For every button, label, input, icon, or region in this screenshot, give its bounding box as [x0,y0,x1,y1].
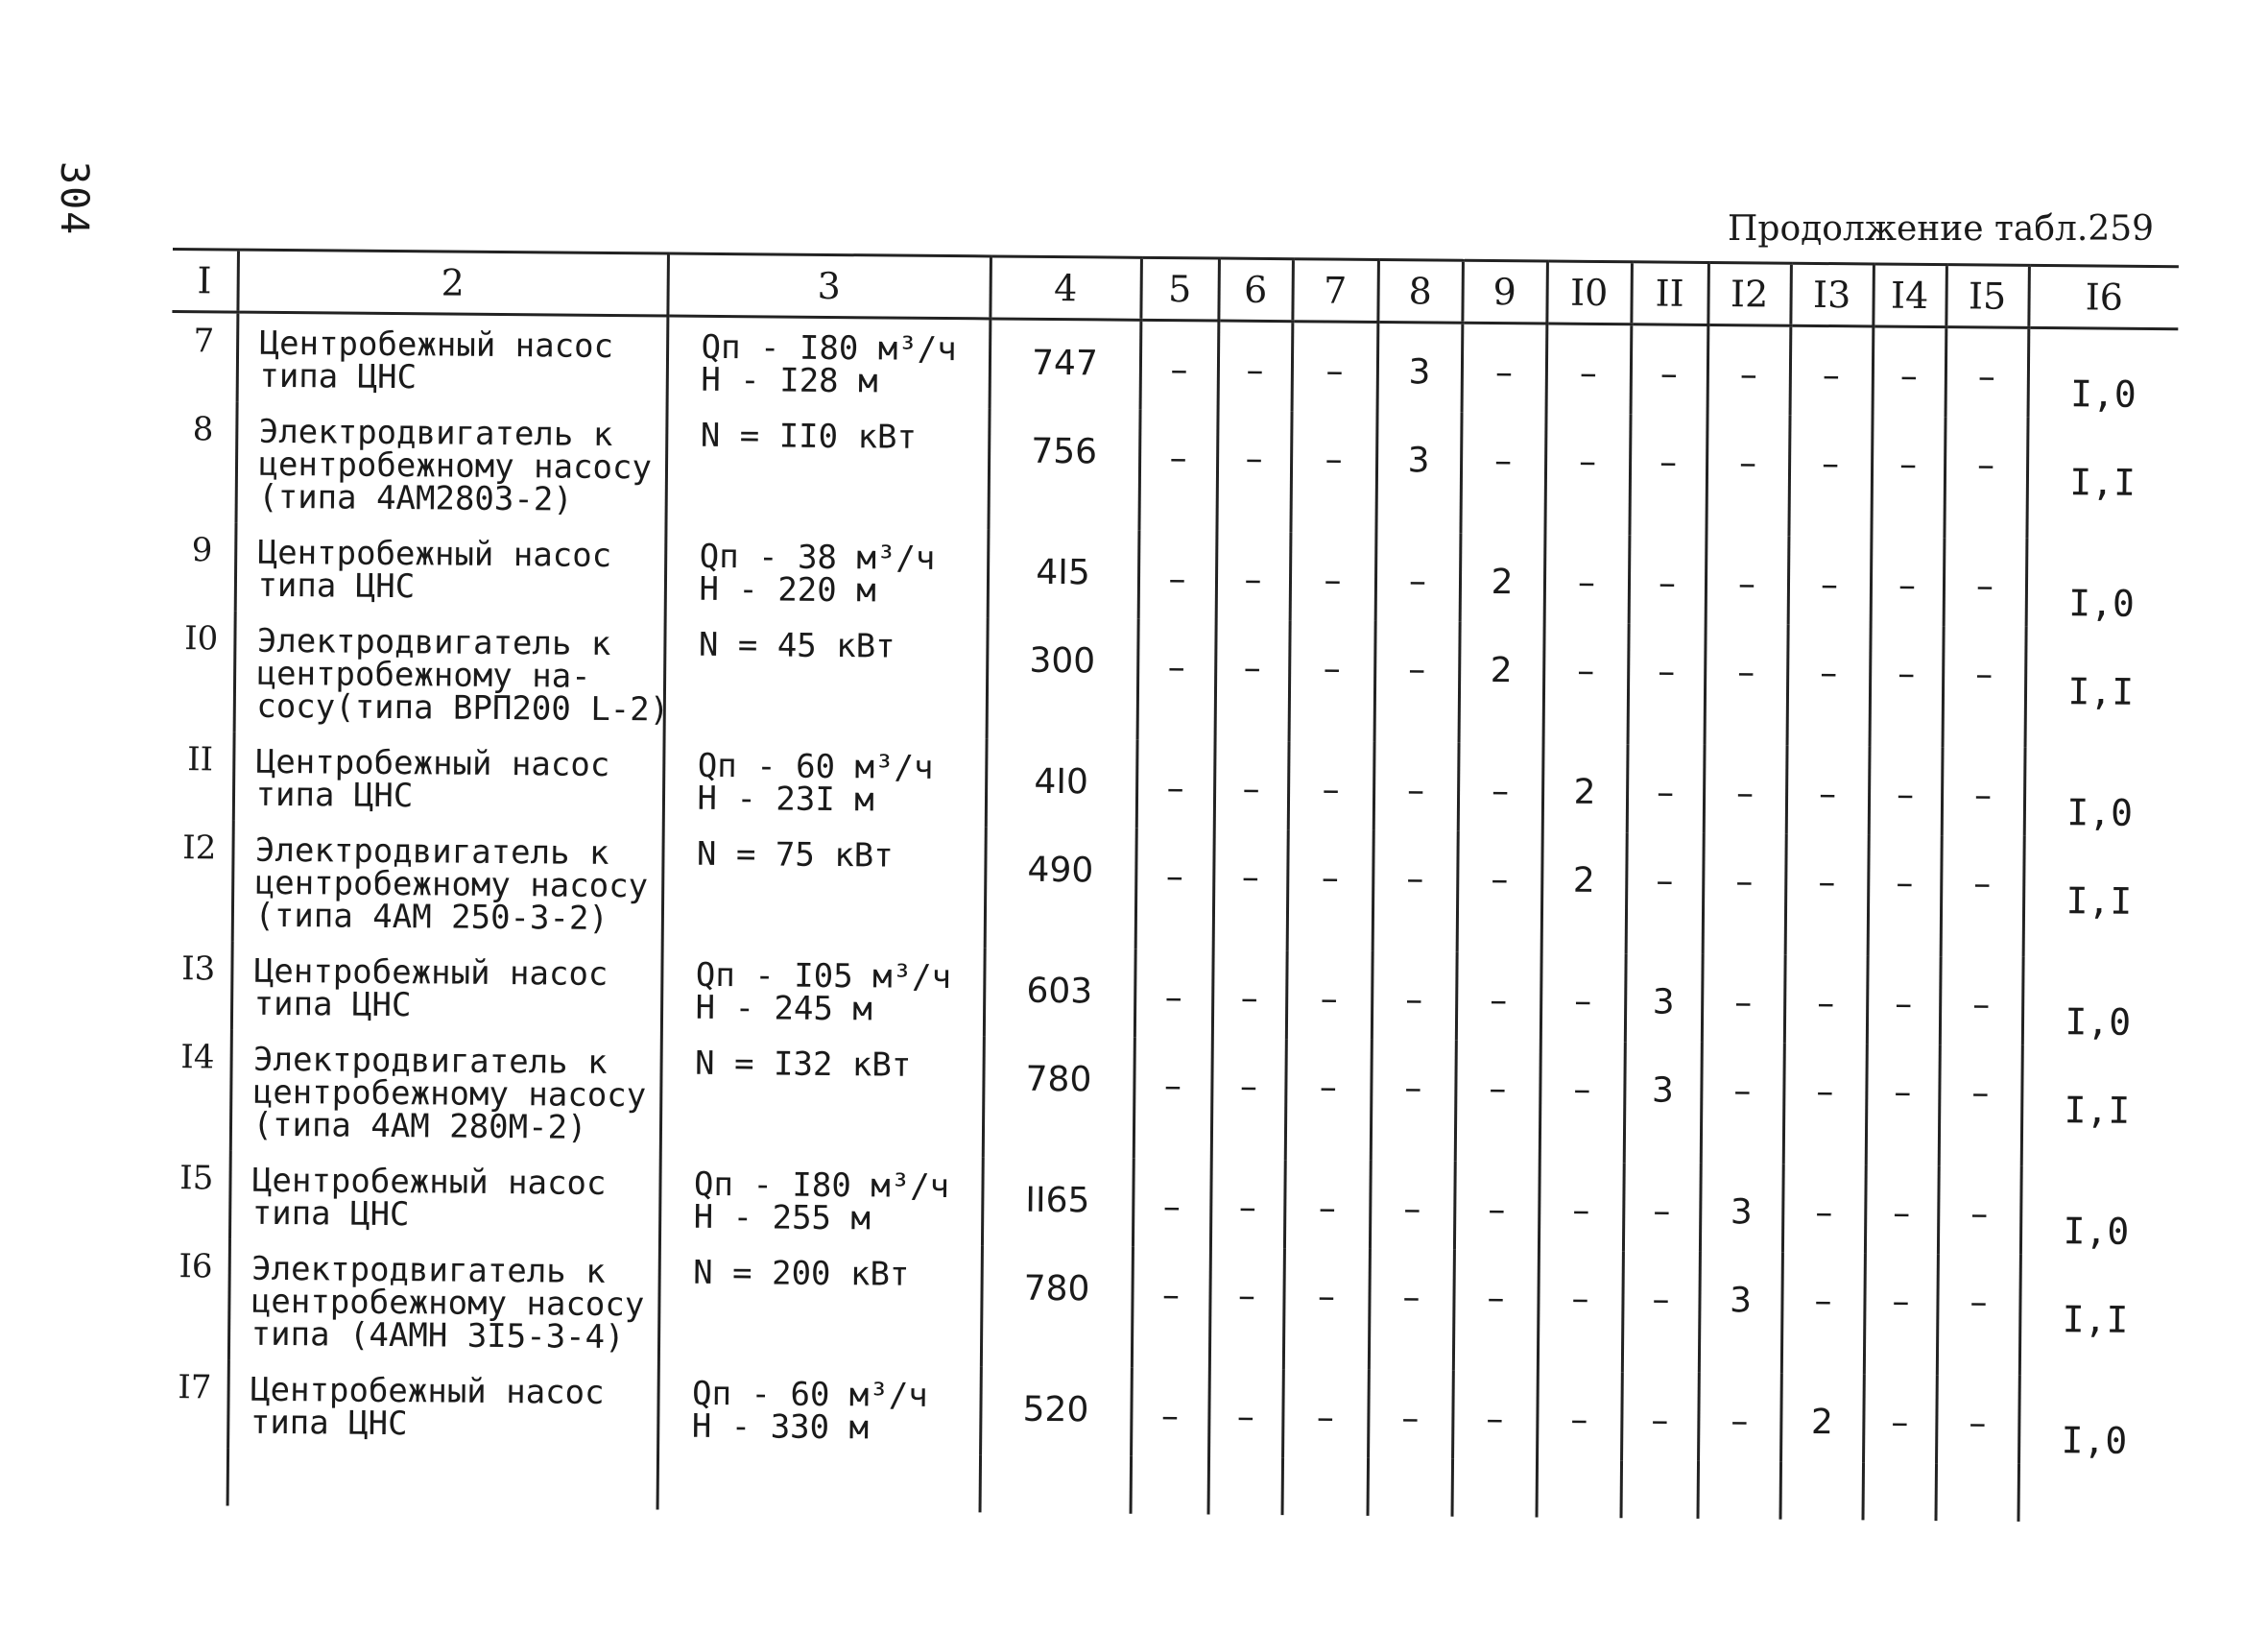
quantity-cell: – [1698,1373,1781,1462]
quantity-cell: – [1936,1375,2019,1464]
equipment-name-line: типа ЦНС [255,775,414,816]
quantity-cell: – [1867,955,1941,1045]
quantity-cell: – [1940,956,2023,1045]
quantity-cell: – [1452,1371,1538,1460]
quantity-cell: 3 [1700,1164,1783,1253]
quantity-cell: – [1460,413,1545,535]
equipment-name-line: Центробежный насос [259,324,614,367]
empty-cell [162,1448,228,1506]
table-row [165,1029,2172,1167]
equipment-name [233,732,664,825]
equipment-name [236,402,667,527]
empty-cell [1935,1463,2018,1522]
table-row [171,401,2178,540]
equipment-param-line: H - 220 м [699,569,876,611]
equipment-params [658,1242,982,1366]
quantity-cell: – [1938,1165,2021,1255]
column-header: 7 [1292,259,1378,323]
quantity-cell: – [1138,410,1217,532]
empty-cell [2017,1464,2168,1523]
quantity-cell: – [1941,835,2024,957]
quantity-cell: – [1453,1250,1539,1372]
quantity-cell: – [1784,955,1868,1045]
quantity-cell: – [1626,832,1704,954]
quantity-cell: – [1283,1248,1370,1370]
column-header: 4 [990,256,1141,320]
equipment-params [665,405,989,529]
equipment-name [228,1239,659,1364]
quantity-cell: – [1290,532,1376,621]
table-row [166,941,2173,1046]
equipment-param-line: Qп - I80 м³/ч [693,1165,950,1207]
equipment-params [662,824,986,948]
quantity-cell: – [1871,416,1945,538]
column-header: I2 [1707,262,1791,325]
empty-cell [1621,1460,1699,1519]
equipment-name-line: Центробежный насос [253,951,609,994]
empty-cell [1698,1461,1781,1520]
coefficient-cell: I,I [2019,1255,2170,1377]
quantity-cell: – [1544,534,1630,623]
quantity-cell: – [1946,327,2029,418]
quantity-cell: – [1209,1247,1284,1369]
quantity-cell: 2 [1542,743,1628,832]
quantity-cell: – [1943,626,2026,748]
row-number: I2 [182,829,217,868]
table-row [167,820,2174,958]
price-cell: 520 [980,1366,1132,1455]
quantity-cell: – [1132,1247,1210,1369]
quantity-cell: 2 [1541,831,1627,953]
quantity-cell: – [1134,949,1213,1039]
coefficient-cell: I,I [2026,418,2177,540]
equipment-params [660,1033,984,1157]
quantity-cell: – [1214,740,1289,829]
quantity-cell: – [1372,951,1457,1041]
equipment-name-line: центробежному насосу [258,444,653,488]
price-cell: 780 [983,1036,1134,1158]
equipment-param-line: Qп - I05 м³/ч [695,955,952,997]
equipment-name [234,612,670,736]
quantity-cell: – [1375,533,1461,622]
equipment-name-line: Электродвигатель к [254,830,609,873]
equipment-name-line: типа ЦНС [259,356,418,397]
quantity-cell: – [1937,1254,2020,1376]
quantity-cell: – [1785,834,1869,956]
equipment-params [661,945,985,1036]
equipment-param-line: Qп - 60 м³/ч [691,1374,928,1415]
column-header: 6 [1218,258,1293,322]
equipment-param-line: H - 255 м [693,1197,871,1238]
quantity-cell: – [1140,320,1219,410]
empty-cell [980,1454,1132,1513]
quantity-cell: – [1208,1368,1283,1457]
row-number: 7 [193,322,215,361]
equipment-param-line: N = I32 кВт [694,1044,912,1085]
quantity-cell: – [1371,1040,1456,1162]
equipment-name-line: сосу(типа ВРП200 L-2) [256,686,670,730]
quantity-cell: – [1864,1253,1938,1375]
table-row [168,732,2175,837]
equipment-param-line: Qп - 38 м³/ч [699,537,936,578]
quantity-cell: – [1216,411,1291,533]
equipment-param-line: N = II0 кВт [700,416,918,457]
column-header: 2 [237,250,668,316]
equipment-name-line: Электродвигатель к [251,1249,606,1291]
quantity-cell: – [1622,1251,1700,1373]
quantity-cell: – [1136,740,1215,829]
row-number: I7 [178,1368,212,1407]
quantity-cell: – [1704,745,1787,834]
equipment-params [663,735,987,827]
quantity-cell: – [1701,1043,1784,1165]
quantity-cell: – [1213,829,1288,950]
equipment-params [665,526,989,617]
quantity-cell: – [1788,537,1872,626]
column-header: 3 [667,253,991,319]
empty-cell [1780,1462,1864,1521]
quantity-cell: 2 [1780,1374,1864,1463]
equipment-name [232,821,663,946]
coefficient-cell: I,0 [2026,539,2177,628]
equipment-name-line: типа ЦНС [253,984,412,1025]
quantity-cell: – [1944,417,2027,539]
equipment-name-line: Электродвигатель к [256,621,611,663]
table-row [169,611,2176,749]
equipment-name-line: центробежному насосу [252,1072,647,1116]
column-header: I4 [1873,264,1946,327]
quantity-cell: – [1629,535,1707,624]
column-header: I0 [1546,261,1632,324]
quantity-cell: – [1868,834,1942,956]
quantity-cell: – [1543,622,1629,744]
empty-cell [1368,1458,1453,1517]
quantity-cell: – [1707,324,1791,415]
quantity-cell: – [1212,949,1287,1039]
quantity-cell: – [1781,1253,1865,1375]
quantity-cell: – [1373,830,1458,952]
quantity-cell: 3 [1377,322,1463,412]
equipment-table [162,248,2179,1523]
empty-cell [1208,1456,1283,1515]
empty-cell [1131,1456,1209,1515]
quantity-cell: – [1458,743,1543,832]
equipment-param-line: N = 75 кВт [696,834,894,876]
quantity-cell: – [1133,1159,1211,1248]
price-cell: 490 [985,827,1136,949]
equipment-name-line: Центробежный насос [250,1370,605,1412]
empty-cell [657,1452,981,1512]
empty-cell [1537,1459,1622,1518]
column-header: I [172,249,238,312]
quantity-cell: – [1944,538,2027,627]
quantity-cell: – [1627,744,1705,833]
quantity-cell: – [1787,625,1871,747]
quantity-cell: – [1135,829,1214,950]
quantity-cell: – [1869,746,1943,835]
equipment-name [227,1360,658,1453]
table-caption: Продолжение табл.259 [1728,209,2155,249]
price-cell: 4I0 [986,738,1137,828]
page-number: 304 [52,161,96,237]
document-sheet [162,248,2179,1465]
equipment-name-line: Электродвигатель к [252,1040,608,1082]
quantity-cell: – [1288,741,1374,830]
equipment-name-line: Центробежный насос [251,1161,607,1203]
quantity-cell: 2 [1460,534,1545,623]
equipment-param-line: N = 200 кВт [693,1253,910,1294]
quantity-cell: – [1370,1161,1455,1250]
table-row [162,1359,2169,1465]
quantity-cell: – [1290,411,1376,533]
equipment-param-line: H - 330 м [691,1406,870,1448]
quantity-cell: – [1939,1045,2022,1166]
quantity-cell: – [1286,950,1373,1040]
coefficient-cell: I,0 [2018,1376,2169,1465]
quantity-cell: – [1621,1372,1699,1461]
equipment-name-line: типа ЦНС [257,565,416,607]
coefficient-cell: I,0 [2020,1166,2171,1256]
equipment-params [659,1154,983,1245]
equipment-name-line: центробежному насосу [251,1282,645,1325]
quantity-cell: – [1628,623,1706,745]
empty-cell [1863,1462,1937,1521]
quantity-cell: 3 [1375,412,1461,534]
equipment-name-line: центробежному насосу [254,863,649,906]
row-number: I3 [180,949,216,989]
equipment-param-line: Qп - 60 м³/ч [697,746,934,787]
row-number: I0 [183,619,219,659]
column-header: 8 [1377,259,1463,323]
quantity-cell: – [1870,625,1944,747]
coefficient-cell: I,I [2025,627,2176,749]
empty-cell [1452,1459,1538,1518]
quantity-cell: – [1287,829,1373,951]
quantity-cell: – [1871,537,1945,626]
quantity-cell: – [1788,416,1872,538]
quantity-cell: – [1866,1044,1940,1165]
equipment-param-line: Qп - I80 м³/ч [701,327,957,370]
quantity-cell: – [1137,619,1216,741]
quantity-cell: 3 [1699,1252,1782,1374]
quantity-cell: – [1216,532,1291,621]
equipment-name-line: центробежному на- [256,654,591,696]
equipment-name-line: (типа 4АМ 250-3-2) [254,896,609,938]
table-row [164,1150,2171,1256]
equipment-name-line: (типа 4АМ2803-2) [258,477,573,519]
quantity-cell: – [1373,742,1459,831]
table-body [162,311,2179,1523]
row-number: 8 [192,410,214,449]
column-header: II [1631,262,1708,325]
quantity-cell: – [1623,1163,1701,1252]
price-cell: II65 [982,1157,1134,1246]
quantity-cell: – [1456,952,1541,1042]
quantity-cell: – [1131,1368,1209,1457]
quantity-cell: – [1462,323,1547,413]
coefficient-cell: I,0 [2024,748,2175,837]
equipment-param-line: H - 245 м [695,988,873,1029]
quantity-cell: – [1289,620,1375,742]
quantity-cell: – [1369,1249,1454,1371]
quantity-cell: – [1455,1041,1540,1163]
equipment-name [229,1151,660,1243]
quantity-cell: – [1706,536,1789,625]
quantity-cell: – [1782,1165,1866,1254]
quantity-cell: 3 [1624,1042,1702,1164]
equipment-name [231,942,662,1034]
equipment-name [230,1030,661,1155]
equipment-param-line: H - 23I м [697,779,874,820]
quantity-cell: – [1368,1370,1453,1459]
row-number: II [186,740,214,780]
empty-cell [227,1449,658,1510]
equipment-name-line: (типа 4АМ 280М-2) [252,1105,587,1147]
equipment-name-line: типа (4АМН 3I5-3-4) [251,1314,625,1357]
quantity-cell: – [1215,619,1290,741]
quantity-cell: – [1705,624,1788,746]
quantity-cell: 3 [1625,953,1703,1043]
quantity-cell: – [1703,833,1786,955]
equipment-param-line: N = 45 кВт [698,625,895,666]
quantity-cell: – [1211,1038,1286,1160]
equipment-name [237,312,668,405]
row-number: 9 [191,531,213,570]
coefficient-cell: I,0 [2028,327,2179,419]
column-header: I3 [1790,263,1874,326]
quantity-cell: – [1282,1369,1369,1458]
quantity-cell: – [1873,326,1946,417]
coefficient-cell: I,I [2023,836,2174,958]
equipment-param-line: H - I28 м [701,360,878,401]
column-header: I6 [2028,265,2179,328]
price-cell: 300 [987,617,1138,739]
quantity-cell: – [1706,415,1789,537]
quantity-cell: – [1457,831,1542,953]
quantity-cell: – [1546,324,1632,414]
equipment-name-line: Центробежный насос [257,533,612,576]
row-number: I5 [179,1159,214,1198]
quantity-cell: – [1783,1044,1867,1165]
quantity-cell: – [1540,1041,1625,1163]
equipment-name-line: Электродвигатель к [258,412,613,455]
table-row [170,522,2177,628]
equipment-name-line: типа ЦНС [250,1403,408,1444]
quantity-cell: – [1138,531,1217,620]
quantity-cell: – [1537,1371,1622,1460]
equipment-params [664,614,988,738]
quantity-cell: – [1863,1374,1937,1463]
equipment-name-line: Центробежный насос [255,742,610,784]
quantity-cell: – [1134,1038,1212,1160]
column-header: 9 [1462,260,1547,324]
quantity-cell: – [1284,1160,1371,1249]
price-cell: 747 [990,319,1141,410]
price-cell: 4I5 [988,529,1139,618]
price-cell: 756 [988,408,1139,530]
equipment-params [667,316,991,408]
quantity-cell: – [1702,954,1785,1044]
price-cell: 603 [984,948,1135,1037]
quantity-cell: – [1539,1162,1624,1251]
quantity-cell: 2 [1459,622,1544,744]
column-header: I5 [1946,265,2029,328]
quantity-cell: – [1218,321,1293,411]
quantity-cell: – [1865,1165,1939,1254]
quantity-cell: – [1631,324,1708,415]
row-number: I4 [180,1038,215,1077]
quantity-cell: – [1942,747,2025,836]
quantity-cell: – [1629,414,1707,536]
row-number: I6 [179,1247,213,1286]
column-header: 5 [1140,257,1219,321]
table-row [172,311,2179,419]
quantity-cell: – [1790,325,1874,416]
quantity-cell: – [1210,1159,1285,1248]
equipment-name [235,523,666,615]
quantity-cell: – [1544,413,1630,535]
table-row [163,1238,2170,1377]
quantity-cell: – [1454,1162,1540,1251]
empty-cell [1282,1457,1369,1516]
quantity-cell: – [1540,952,1626,1042]
quantity-cell: – [1786,746,1870,835]
equipment-params [657,1363,981,1454]
equipment-name-line: типа ЦНС [251,1193,410,1235]
quantity-cell: – [1292,322,1378,412]
coefficient-cell: I,I [2021,1045,2172,1167]
quantity-cell: – [1374,621,1460,743]
price-cell: 780 [981,1245,1133,1367]
coefficient-cell: I,0 [2022,957,2173,1046]
quantity-cell: – [1538,1250,1623,1372]
quantity-cell: – [1285,1039,1372,1161]
